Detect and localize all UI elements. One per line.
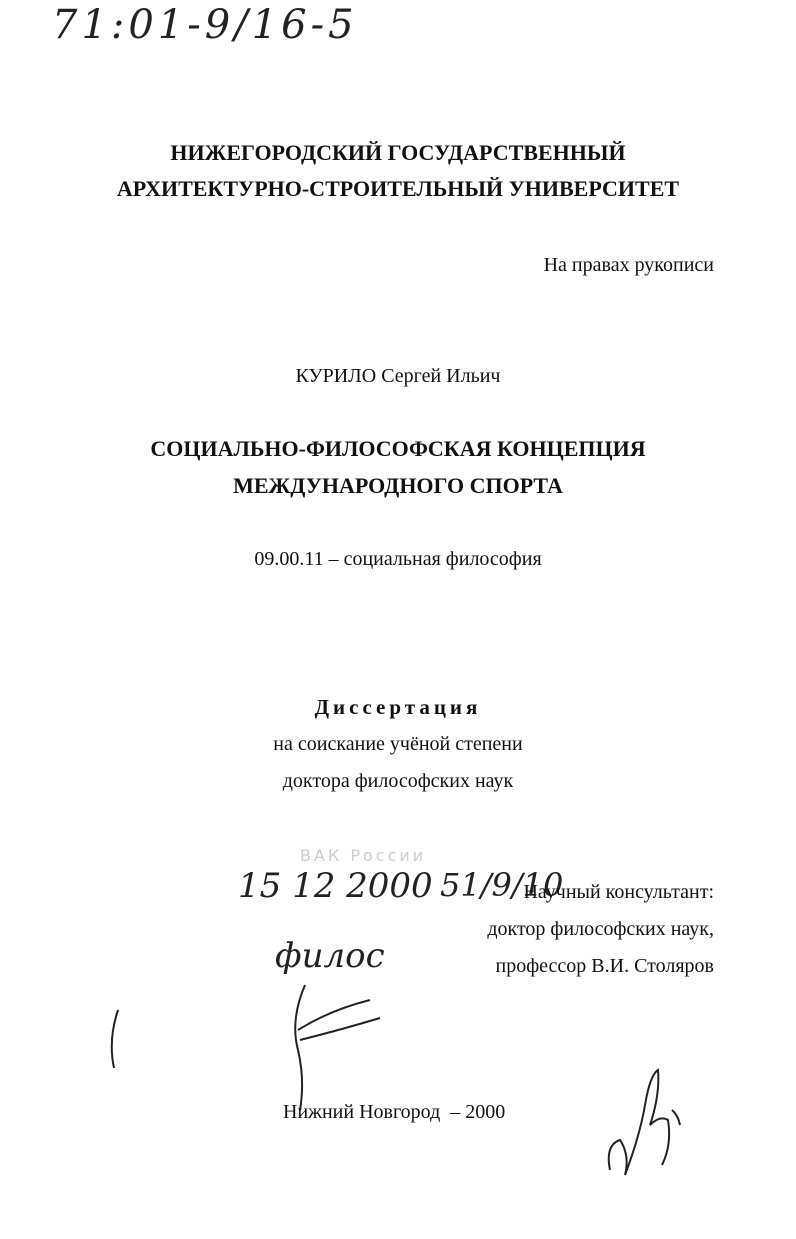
handwritten-reference: 51/9/10 (440, 866, 564, 904)
degree-line-1: на соискание учёной степени (273, 733, 523, 755)
thesis-title-line-2: МЕЖДУНАРОДНОГО СПОРТА (233, 473, 563, 498)
signature-scribble-right (600, 1065, 690, 1185)
thesis-title-line-1: СОЦИАЛЬНО-ФИЛОСОФСКАЯ КОНЦЕПЦИЯ (150, 436, 646, 461)
university-line-2: АРХИТЕКТУРНО-СТРОИТЕЛЬНЫЙ УНИВЕРСИТЕТ (116, 176, 680, 201)
consultant-degree: доктор философских наук, (487, 918, 714, 940)
handwritten-date: 15 12 2000 (238, 866, 433, 906)
consultant-label: Научный консультант: (523, 881, 714, 903)
author-name: КУРИЛО Сергей Ильич (295, 365, 501, 387)
city-year: Нижний Новгород – 2000 (283, 1101, 506, 1123)
degree-line-2: доктора философских наук (282, 770, 514, 792)
signature-scribble-left (100, 980, 400, 1120)
degree-heading: Диссертация (314, 695, 482, 719)
handwritten-catalog-number: 71:01-9/16-5 (52, 2, 358, 48)
university-line-1: НИЖЕГОРОДСКИЙ ГОСУДАРСТВЕННЫЙ (170, 140, 626, 165)
specialty: 09.00.11 – социальная философия (254, 548, 542, 570)
rights-note: На правах рукописи (543, 254, 714, 276)
consultant-name: профессор В.И. Столяров (495, 955, 714, 977)
handwritten-word: филос (275, 936, 385, 976)
faded-stamp: ВАК России (300, 846, 427, 865)
